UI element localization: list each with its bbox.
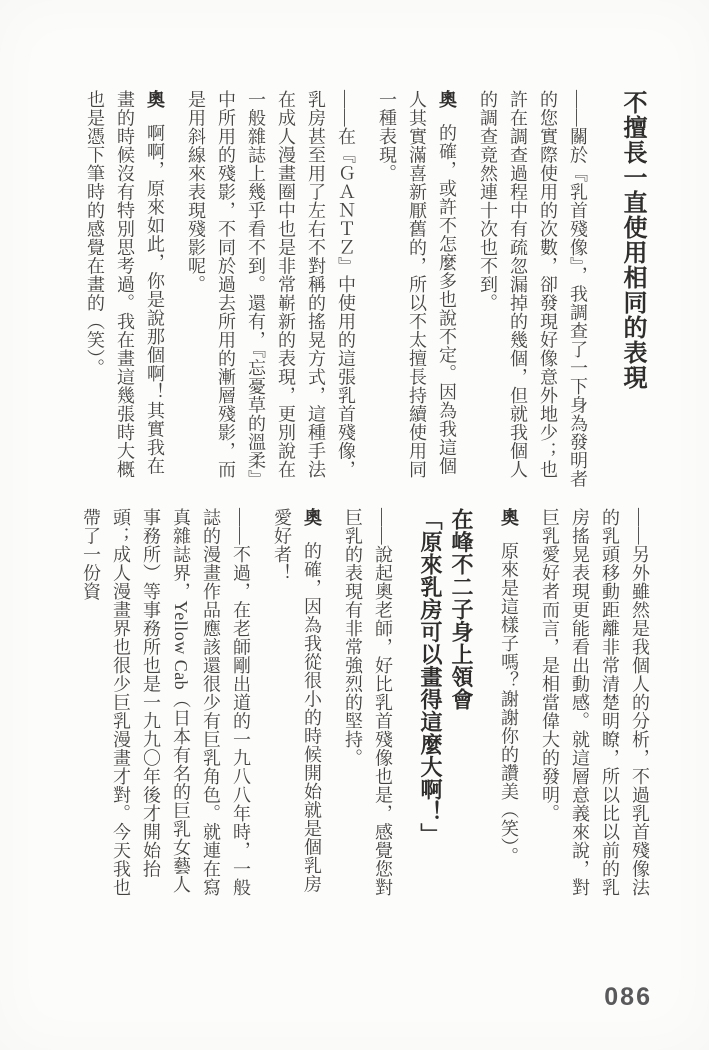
dialogue-paragraph: ——在『ＧＡＮＴＺ』中使用的這張乳首殘像，乳房甚至用了左右不對稱的搖晃方式，這種手法在成人漫畫圈中也是非常嶄新的表現，更別說在一般雜誌上幾乎看不到。還有，『忘憂草的溫柔』中所用的殘影，不同於過去所用的漸層殘影，而是用斜線來表現殘影呢。	[186, 90, 356, 488]
speaker-label: 奧	[437, 90, 457, 109]
section-headline: 不擅長一直使用相同的表現	[619, 90, 646, 390]
speaker-label: 奧	[302, 508, 322, 527]
section-sub-headline: 在峰不二子身上領會 「原來乳房可以畫得這麼大啊！」	[418, 508, 474, 846]
dialogue-paragraph: ——不過，在老師剛出道的一九八八年時，一般誌的漫畫作品應該還很少有巨乳角色。就連在寫真雜誌界，Yellow Cab（日本有名的巨乳女藝人事務所）等事務所也是一九九〇年後才開始抬頭；成人漫畫界也很少巨乳漫畫才對。今天我也帶了一份資	[81, 508, 251, 897]
speaker-label: 奧	[145, 90, 165, 109]
speaker-label: 奧	[499, 508, 519, 527]
dialogue-paragraph: ——另外雖然是我個人的分析，不過乳首殘像法的乳頭移動距離非常清楚明瞭，所以比以前的乳房搖晃表現更能看出動感。就這層意義來說，對巨乳愛好者而言，是相當偉大的發明。	[540, 508, 650, 897]
page-number: 086	[604, 983, 652, 1011]
dialogue-paragraph: 奧啊啊，原來如此，你是說那個啊！其實我在畫的時候沒有特別思考過。我在畫這幾張時大概也是憑下筆時的感覺在畫的（笑）。	[85, 90, 165, 479]
dialogue-paragraph: ——關於『乳首殘像』，我調查了一下身為發明者的您實際使用的次數，卻發現好像意外地少；也許在調查過程中有疏忽漏掉的幾個，但就我個人的調查竟然連十次也不到。	[478, 90, 588, 488]
dialogue-paragraph: ——說起奧老師，好比乳首殘像也是，感覺您對巨乳的表現有非常強烈的堅持。	[343, 508, 393, 897]
dialogue-paragraph: 奧原來是這樣子嗎？謝謝你的讚美（笑）。	[499, 508, 519, 866]
dialogue-paragraph: 奧的確，因為我從很小的時候開始就是個乳房愛好者！	[272, 508, 322, 894]
dialogue-paragraph: 奧的確，或許不怎麼多也說不定。因為我這個人其實滿喜新厭舊的，所以不太擅長持續使用同一種表現。	[377, 90, 457, 479]
interview-section-bottom	[76, 508, 655, 910]
interview-section-top	[80, 90, 653, 492]
